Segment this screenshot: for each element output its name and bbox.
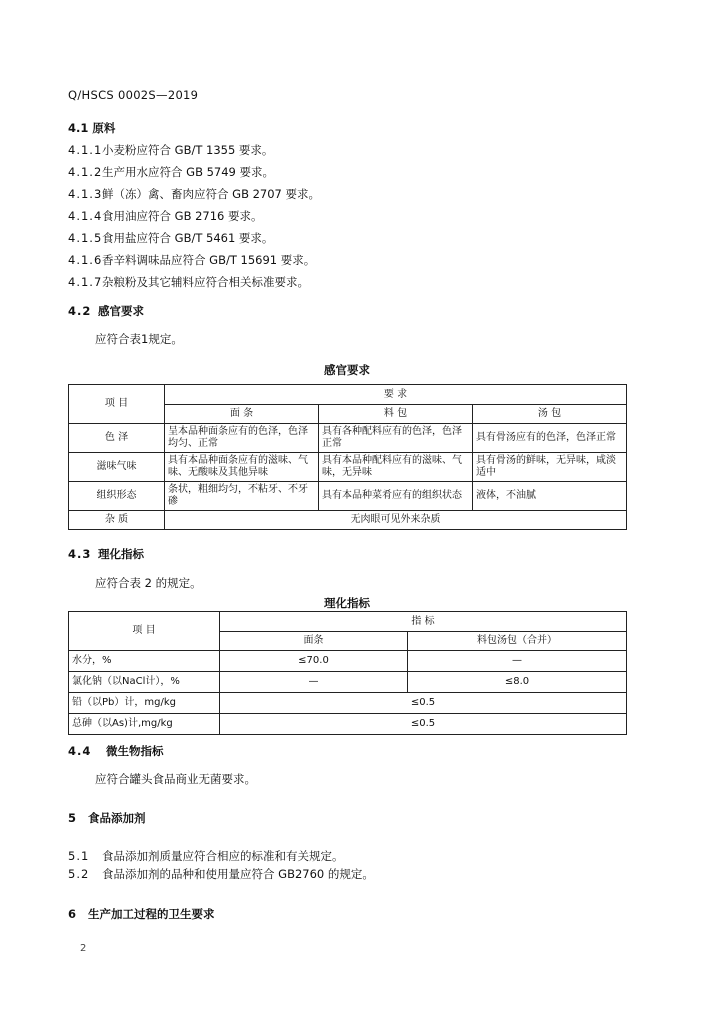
table-cell: — — [408, 651, 627, 672]
clause-number: 4.1.4 — [68, 209, 103, 223]
section-heading: 食品添加剂 — [88, 811, 146, 825]
row-label: 组织形态 — [69, 482, 165, 511]
document-header: Q/HSCS 0002S—2019 — [68, 88, 199, 102]
section-4-3-para: 应符合表 2 的规定。 — [95, 576, 202, 590]
table-header-item: 项 目 — [69, 385, 165, 424]
clause-number: 5.1 — [68, 849, 90, 863]
clause-text: 食品添加剂质量应符合相应的标准和有关规定。 — [102, 849, 344, 863]
table-cell: 具有本品种菜肴应有的组织状态 — [319, 482, 473, 511]
section-4-1-title: 4.1 原料 — [68, 121, 116, 135]
row-label: 总砷（以As)计,mg/kg — [69, 714, 220, 735]
table-cell: 条状，粗细均匀，不粘牙、不牙碜 — [165, 482, 319, 511]
table-row — [69, 511, 627, 530]
table-2-caption: 理化指标 — [324, 596, 370, 610]
table-cell: 呈本品种面条应有的色泽，色泽均匀、正常 — [165, 424, 319, 453]
section-number: 5 — [68, 811, 78, 825]
section-4-3-title — [68, 546, 144, 562]
row-label: 氯化钠（以NaCl计），% — [69, 672, 220, 693]
table-cell: 液体，不油腻 — [473, 482, 627, 511]
physicochemical-table — [68, 611, 627, 735]
section-heading: 微生物指标 — [106, 744, 164, 758]
clause-5-1 — [68, 848, 344, 864]
table-cell: 具有本品种面条应有的滋味、气味、无酸味及其他异味 — [165, 453, 319, 482]
sensory-table — [68, 384, 627, 530]
section-4-2-title — [68, 303, 144, 319]
section-heading: 理化指标 — [98, 547, 144, 561]
clause-number: 4.1.5 — [68, 231, 103, 245]
table-cell: — — [220, 672, 408, 693]
clause-text: 食用盐应符合 GB/T 5461 要求。 — [102, 231, 274, 245]
table-subheader: 料 包 — [319, 405, 473, 424]
clause-5-2 — [68, 866, 374, 882]
table-cell: 无肉眼可见外来杂质 — [165, 511, 627, 530]
clause-text: 杂粮粉及其它辅料应符合相关标准要求。 — [102, 275, 309, 289]
section-number: 6 — [68, 907, 78, 921]
clause-number: 4.1.2 — [68, 165, 103, 179]
section-heading: 感官要求 — [98, 304, 144, 318]
clause-number: 5.2 — [68, 867, 90, 881]
page-number: 2 — [80, 943, 87, 954]
section-number: 4.4 — [68, 744, 92, 758]
table-row — [69, 651, 627, 672]
row-label: 色 泽 — [69, 424, 165, 453]
table-subheader: 面条 — [220, 632, 408, 651]
clause-4-1-7 — [68, 274, 309, 290]
clause-4-1-4 — [68, 208, 263, 224]
section-6-title — [68, 906, 215, 922]
section-number: 4.3 — [68, 547, 92, 561]
table-header-item: 项 目 — [69, 612, 220, 651]
table-subheader: 料包汤包（合并） — [408, 632, 627, 651]
section-4-2-para: 应符合表1规定。 — [95, 332, 183, 346]
table-cell: 具有骨汤的鲜味，无异味，咸淡适中 — [473, 453, 627, 482]
table-header-indicator: 指 标 — [220, 612, 627, 632]
table-cell: 具有本品种配料应有的滋味、气味，无异味 — [319, 453, 473, 482]
row-label: 杂 质 — [69, 511, 165, 530]
clause-4-1-6 — [68, 252, 315, 268]
section-heading: 生产加工过程的卫生要求 — [88, 907, 215, 921]
table-cell: 具有各种配料应有的色泽，色泽正常 — [319, 424, 473, 453]
clause-text: 香辛料调味品应符合 GB/T 15691 要求。 — [102, 253, 316, 267]
clause-text: 小麦粉应符合 GB/T 1355 要求。 — [102, 143, 274, 157]
clause-number: 4.1.1 — [68, 143, 103, 157]
row-label: 铅（以Pb）计，mg/kg — [69, 693, 220, 714]
table-row — [69, 693, 627, 714]
clause-number: 4.1.6 — [68, 253, 103, 267]
clause-number: 4.1.3 — [68, 187, 103, 201]
table-row — [69, 714, 627, 735]
table-cell: ≤8.0 — [408, 672, 627, 693]
table-header-requirement: 要 求 — [165, 385, 627, 405]
table-row — [69, 453, 627, 482]
clause-4-1-3 — [68, 186, 320, 202]
clause-4-1-5 — [68, 230, 273, 246]
table-cell: ≤0.5 — [220, 714, 627, 735]
section-number: 4.2 — [68, 304, 92, 318]
table-row — [69, 672, 627, 693]
table-subheader: 面 条 — [165, 405, 319, 424]
clause-number: 4.1.7 — [68, 275, 103, 289]
table-row — [69, 482, 627, 511]
table-cell: ≤0.5 — [220, 693, 627, 714]
section-5-title — [68, 810, 146, 826]
table-subheader: 汤 包 — [473, 405, 627, 424]
clause-text: 生产用水应符合 GB 5749 要求。 — [102, 165, 275, 179]
section-4-4-title — [68, 743, 164, 759]
section-4-4-para: 应符合罐头食品商业无菌要求。 — [95, 772, 256, 786]
clause-text: 食品添加剂的品种和使用量应符合 GB2760 的规定。 — [102, 867, 374, 881]
clause-4-1-2 — [68, 164, 274, 180]
table-1-caption: 感官要求 — [324, 363, 370, 377]
table-row — [69, 424, 627, 453]
row-label: 滋味气味 — [69, 453, 165, 482]
clause-text: 鲜（冻）禽、畜肉应符合 GB 2707 要求。 — [102, 187, 321, 201]
table-cell: 具有骨汤应有的色泽，色泽正常 — [473, 424, 627, 453]
row-label: 水分，% — [69, 651, 220, 672]
table-cell: ≤70.0 — [220, 651, 408, 672]
clause-4-1-1 — [68, 142, 273, 158]
clause-text: 食用油应符合 GB 2716 要求。 — [102, 209, 263, 223]
